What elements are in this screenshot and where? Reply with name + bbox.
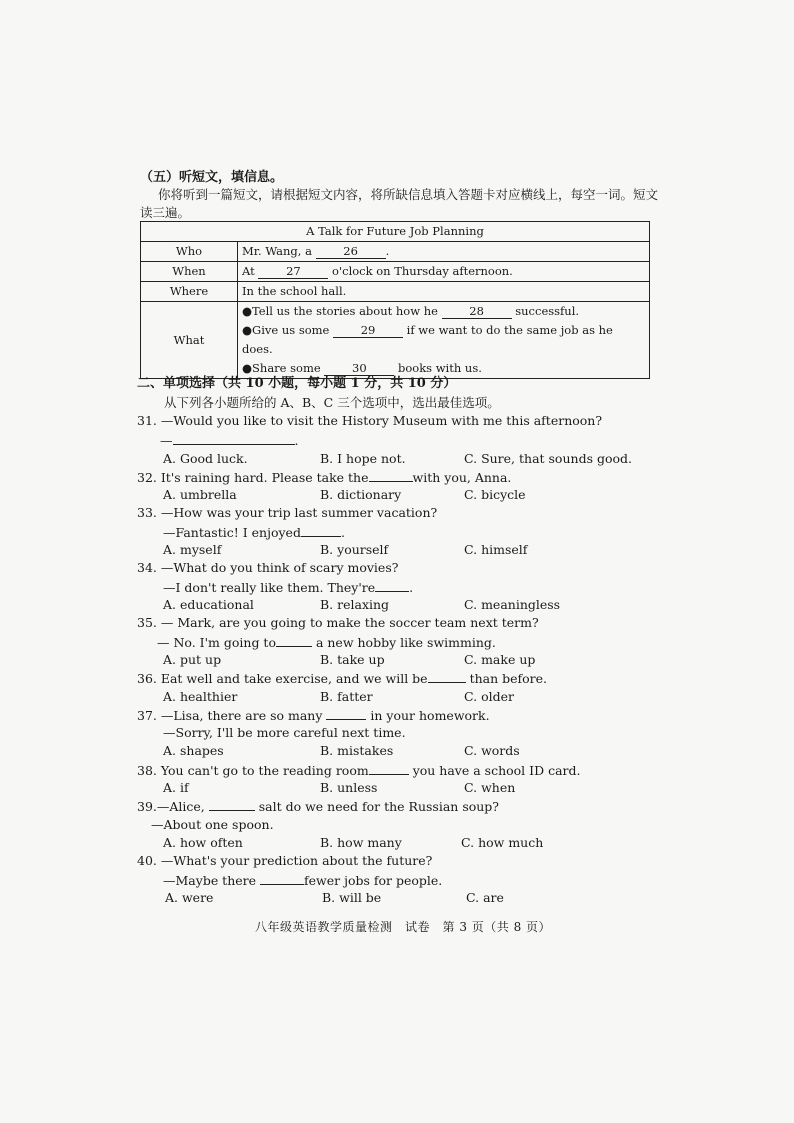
q33-option-a[interactable]: A. myself (163, 542, 222, 557)
blank-30[interactable]: 30 (324, 361, 394, 376)
q40-text-3: fewer jobs for people. (304, 873, 443, 888)
q40-option-c[interactable]: C. are (466, 890, 504, 905)
question-37 (137, 707, 490, 723)
what-1-pre: ●Tell us the stories about how he (242, 304, 438, 318)
question-38 (137, 762, 581, 778)
q32-text-1: 32. It's raining hard. Please take the (137, 470, 369, 485)
q36-text-1: 36. Eat well and take exercise, and we will be (137, 671, 428, 686)
q36-option-a[interactable]: A. healthier (163, 689, 238, 704)
answer-blank[interactable] (301, 524, 341, 537)
when-label: When (141, 262, 238, 282)
q38-option-c[interactable]: C. when (464, 780, 516, 795)
q38-text-1: 38. You can't go to the reading room (137, 763, 369, 778)
section-5-instruction-line1: 你将听到一篇短文，请根据短文内容，将所缺信息填入答题卡对应横线上，每空一词。短文 (158, 187, 659, 202)
q37-option-b[interactable]: B. mistakes (320, 743, 394, 758)
q33-text-2: —Fantastic! I enjoyed (163, 525, 301, 540)
answer-blank[interactable] (260, 872, 304, 885)
table-caption: A Talk for Future Job Planning (141, 222, 650, 242)
q40-option-a[interactable]: A. were (165, 890, 214, 905)
q38-option-a[interactable]: A. if (163, 780, 189, 795)
question-33: 33. —How was your trip last summer vacation? (137, 505, 438, 520)
question-33-answer-line: —Fantastic! I enjoyed . (163, 525, 345, 540)
q39-text-2: salt do we need for the Russian soup? (258, 799, 500, 814)
what-1-post: successful. (515, 304, 580, 318)
q38-option-b[interactable]: B. unless (320, 780, 378, 795)
what-item-2 (242, 321, 645, 359)
what-2-post: if we want to do the same job as he does. (242, 323, 613, 356)
answer-blank[interactable] (369, 469, 413, 482)
job-planning-table (140, 221, 650, 379)
q36-option-b[interactable]: B. fatter (320, 689, 373, 704)
q32-option-c[interactable]: C. bicycle (464, 487, 526, 502)
q32-text-2: with you, Anna. (412, 470, 512, 485)
q32-option-b[interactable]: B. dictionary (320, 487, 402, 502)
answer-blank[interactable] (369, 762, 409, 775)
q33-option-b[interactable]: B. yourself (320, 542, 389, 557)
page-footer: 八年级英语教学质量检测 试卷 第 3 页（共 8 页） (255, 920, 552, 934)
question-40-answer-line (163, 872, 442, 888)
who-label: Who (141, 242, 238, 262)
what-label: What (141, 302, 238, 379)
section-2-title: 二、单项选择（共 10 小题，每小题 1 分，共 10 分） (137, 376, 457, 391)
q31-option-a[interactable]: A. Good luck. (163, 451, 248, 466)
what-3-post: books with us. (397, 361, 482, 375)
answer-blank[interactable] (428, 670, 466, 683)
section-2-instruction: 从下列各小题所给的 A、B、C 三个选项中，选出最佳选项。 (164, 395, 500, 410)
when-cell (238, 262, 650, 282)
question-37-reply: —Sorry, I'll be more careful next time. (163, 725, 406, 740)
answer-blank[interactable] (276, 634, 312, 647)
q36-text-2: than before. (469, 671, 548, 686)
when-pre: At (242, 264, 255, 278)
where-label: Where (141, 282, 238, 302)
what-3-pre: ●Share some (242, 361, 321, 375)
blank-26[interactable]: 26 (316, 244, 386, 259)
question-34-answer-line: —I don't really like them. They're . (163, 580, 414, 595)
who-text: Mr. Wang, a (242, 244, 312, 258)
what-cell (238, 302, 650, 379)
q34-option-c[interactable]: C. meaningless (464, 597, 561, 612)
q35-option-c[interactable]: C. make up (464, 652, 536, 667)
question-40: 40. —What's your prediction about the future? (137, 853, 433, 868)
q35-text-2: — No. I'm going to (157, 635, 276, 650)
question-36 (137, 670, 547, 686)
where-text: In the school hall. (238, 282, 650, 302)
q37-text-2: in your homework. (370, 708, 490, 723)
q37-text-1: 37. —Lisa, there are so many (137, 708, 323, 723)
what-item-1 (242, 302, 645, 321)
answer-blank[interactable] (375, 579, 409, 592)
q33-option-c[interactable]: C. himself (464, 542, 528, 557)
q35-text-3: a new hobby like swimming. (315, 635, 496, 650)
q39-option-a[interactable]: A. how often (163, 835, 243, 850)
q40-option-b[interactable]: B. will be (322, 890, 382, 905)
question-34: 34. —What do you think of scary movies? (137, 560, 399, 575)
q31-option-b[interactable]: B. I hope not. (320, 451, 406, 466)
answer-blank[interactable] (326, 707, 366, 720)
blank-28[interactable]: 28 (442, 304, 512, 319)
section-5-instruction-line2: 读三遍。 (140, 205, 191, 220)
when-post: o'clock on Thursday afternoon. (332, 264, 513, 278)
q34-text-2: —I don't really like them. They're (163, 580, 376, 595)
q35-option-b[interactable]: B. take up (320, 652, 385, 667)
question-35-answer-line (157, 634, 496, 650)
question-31-answer-line: — . (160, 433, 299, 448)
q31-option-c[interactable]: C. Sure, that sounds good. (464, 451, 632, 466)
section-5-title: （五）听短文，填信息。 (140, 170, 284, 185)
answer-blank[interactable] (173, 432, 295, 445)
q37-option-c[interactable]: C. words (464, 743, 520, 758)
question-31: 31. —Would you like to visit the History Museum with me this afternoon? (137, 413, 603, 428)
q40-text-2: —Maybe there (163, 873, 257, 888)
q34-option-a[interactable]: A. educational (163, 597, 254, 612)
q38-text-2: you have a school ID card. (412, 763, 581, 778)
who-cell: Mr. Wang, a 26 . (238, 242, 650, 262)
question-32 (137, 469, 511, 485)
q39-option-c[interactable]: C. how much (461, 835, 544, 850)
blank-27[interactable]: 27 (258, 264, 328, 279)
q32-option-a[interactable]: A. umbrella (163, 487, 237, 502)
question-39-reply: —About one spoon. (151, 817, 274, 832)
q39-option-b[interactable]: B. how many (320, 835, 402, 850)
q34-option-b[interactable]: B. relaxing (320, 597, 390, 612)
blank-29[interactable]: 29 (333, 323, 403, 338)
what-2-pre: ●Give us some (242, 323, 330, 337)
question-39 (137, 798, 499, 814)
answer-blank[interactable] (209, 798, 255, 811)
q37-option-a[interactable]: A. shapes (163, 743, 224, 758)
dash: — (160, 433, 173, 448)
q35-option-a[interactable]: A. put up (163, 652, 222, 667)
q39-text-1: 39.—Alice, (137, 799, 205, 814)
q36-option-c[interactable]: C. older (464, 689, 514, 704)
question-35: 35. — Mark, are you going to make the soccer team next term? (137, 615, 539, 630)
